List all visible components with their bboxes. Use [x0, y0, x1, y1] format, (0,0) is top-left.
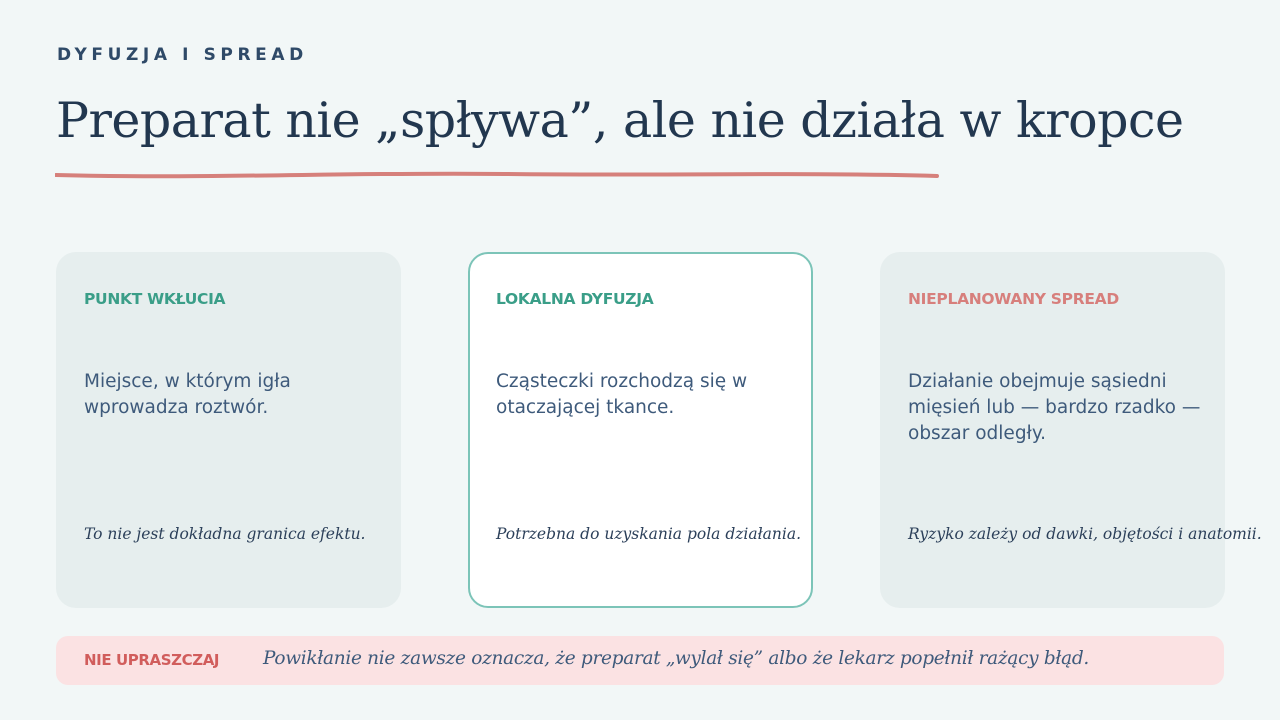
card-note: To nie jest dokładna granica efektu. [84, 525, 366, 543]
page-title: Preparat nie „spływa”, ale nie działa w kropce [56, 92, 1184, 149]
title-underline [55, 168, 939, 182]
card-body: Miejsce, w którym igła wprowadza roztwór. [84, 371, 291, 418]
eyebrow-label: DYFUZJA I SPREAD [57, 45, 308, 65]
card-label: LOKALNA DYFUZJA [496, 290, 654, 308]
card-body: Działanie obejmuje sąsiedni mięsień lub — bardzo rzadko — obszar odległy. [908, 371, 1201, 444]
card-label: NIEPLANOWANY SPREAD [908, 290, 1119, 308]
warning-banner [56, 636, 1224, 685]
card-label: PUNKT WKŁUCIA [84, 290, 226, 308]
card-note: Potrzebna do uzyskania pola działania. [496, 525, 802, 543]
banner-text: Powikłanie nie zawsze oznacza, że preparat „wylał się” albo że lekarz popełnił rażący błąd. [263, 648, 1089, 669]
card-local-diffusion [468, 252, 813, 608]
card-note: Ryzyko zależy od dawki, objętości i anatomii. [908, 525, 1262, 543]
banner-label: NIE UPRASZCZAJ [84, 651, 220, 669]
card-unplanned-spread [880, 252, 1262, 608]
card-body: Cząsteczki rozchodzą się w otaczającej tkance. [496, 371, 748, 418]
card-injection-point [56, 252, 401, 608]
